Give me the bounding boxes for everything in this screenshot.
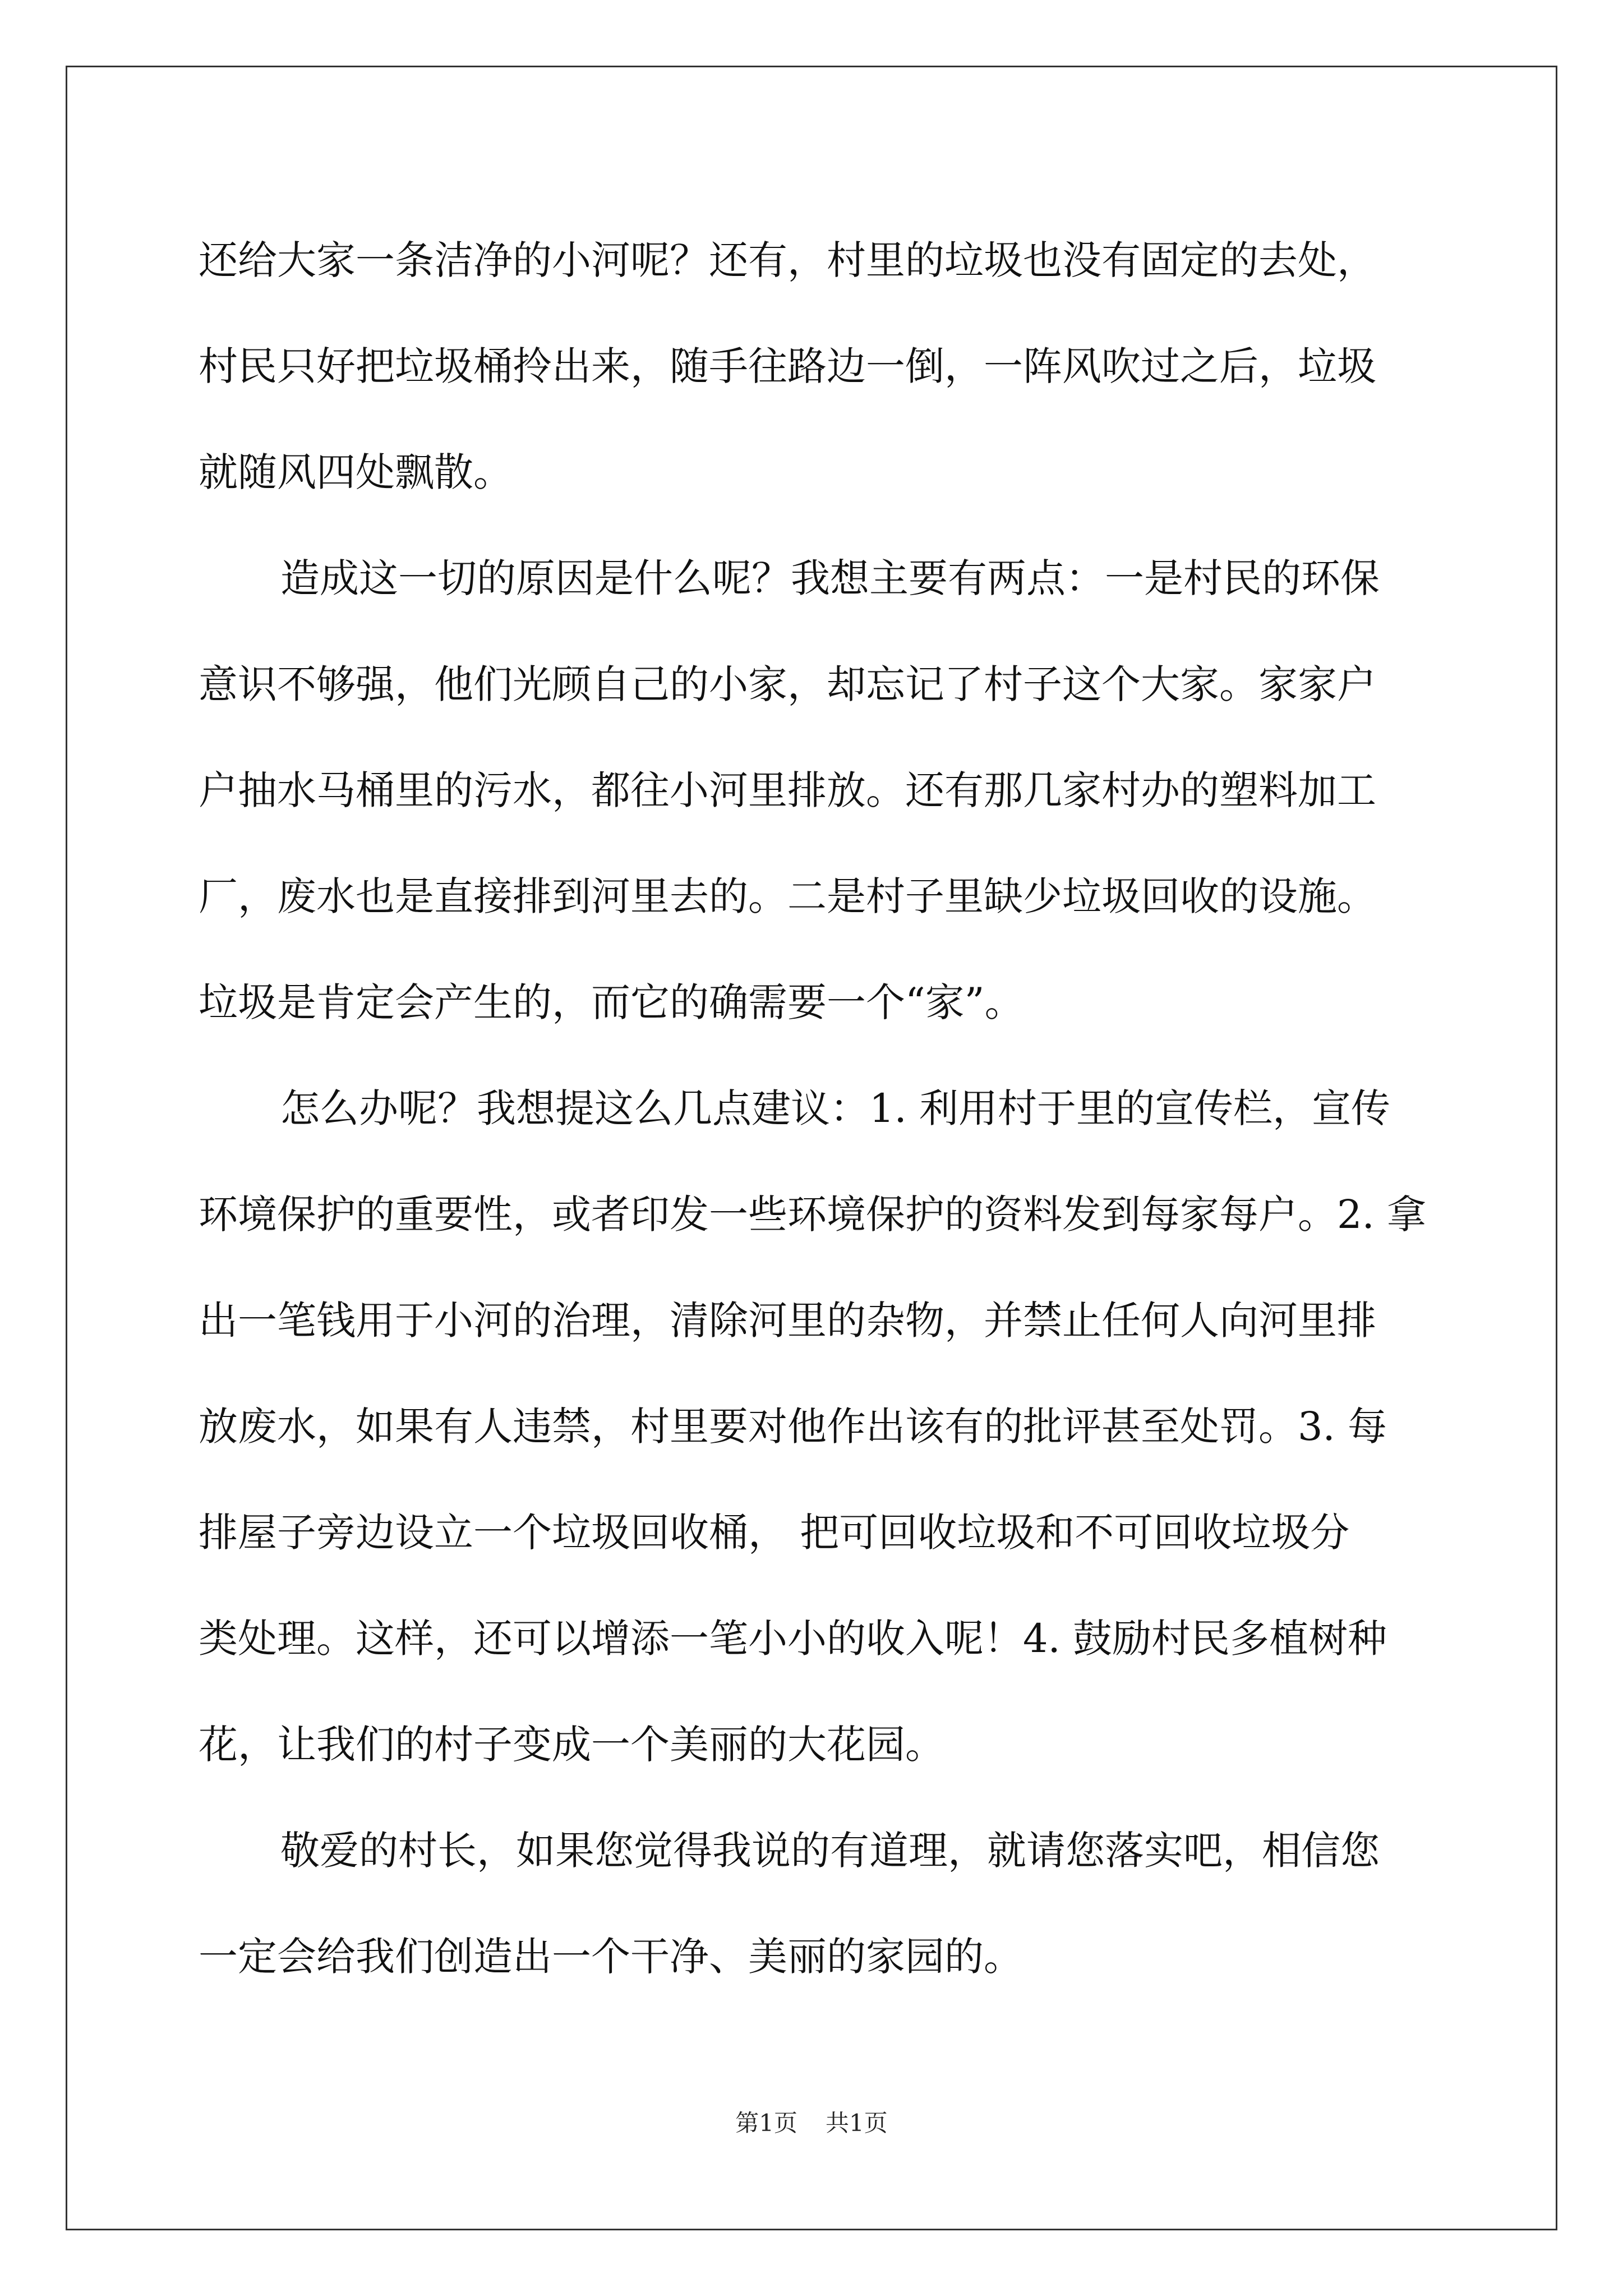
text-line: 环境保护的重要性，或者印发一些环境保护的资料发到每家每户。2. 拿 bbox=[199, 1191, 1427, 1237]
text-line: 放废水，如果有人违禁，村里要对他作出该有的批评甚至处罚。3. 每 bbox=[199, 1404, 1387, 1450]
text-line: 厂，废水也是直接排到河里去的。二是村子里缺少垃圾回收的设施。 bbox=[199, 873, 1376, 919]
text-line: 户抽水马桶里的污水，都往小河里排放。还有那几家村办的塑料加工 bbox=[199, 767, 1376, 813]
page-number: 第1页 bbox=[735, 2109, 797, 2137]
text-line: 意识不够强，他们光顾自己的小家，却忘记了村子这个大家。家家户 bbox=[199, 661, 1376, 707]
text-line: 花，让我们的村子变成一个美丽的大花园。 bbox=[199, 1722, 944, 1768]
text-line: 出一笔钱用于小河的治理，清除河里的杂物，并禁止任何人向河里排 bbox=[199, 1297, 1376, 1343]
text-line: 还给大家一条洁净的小河呢？还有，村里的垃圾也没有固定的去处， bbox=[199, 237, 1376, 283]
text-line: 一定会给我们创造出一个干净、美丽的家园的。 bbox=[199, 1934, 1023, 1980]
letter-body bbox=[199, 208, 1477, 2010]
page-total: 共1页 bbox=[826, 2109, 888, 2137]
text-line: 排屋子旁边设立一个垃圾回收桶， 把可回收垃圾和不可回收垃圾分 bbox=[199, 1510, 1350, 1556]
text-line: 就随风四处飘散。 bbox=[199, 449, 513, 495]
paragraph-start-line: 造成这一切的原因是什么呢？我想主要有两点：一是村民的环保 bbox=[280, 555, 1380, 601]
paragraph-start-line: 怎么办呢？我想提这么几点建议：1. 利用村于里的宣传栏，宣传 bbox=[280, 1085, 1391, 1131]
text-line: 类处理。这样，还可以增添一笔小小的收入呢！4. 鼓励村民多植树种 bbox=[199, 1616, 1387, 1662]
page-footer bbox=[0, 2106, 1623, 2140]
paragraph-start-line: 敬爱的村长，如果您觉得我说的有道理，就请您落实吧，相信您 bbox=[280, 1828, 1380, 1874]
text-line: 村民只好把垃圾桶拎出来，随手往路边一倒，一阵风吹过之后，垃圾 bbox=[199, 343, 1376, 389]
text-line: 垃圾是肯定会产生的，而它的确需要一个“家”。 bbox=[199, 979, 1024, 1025]
